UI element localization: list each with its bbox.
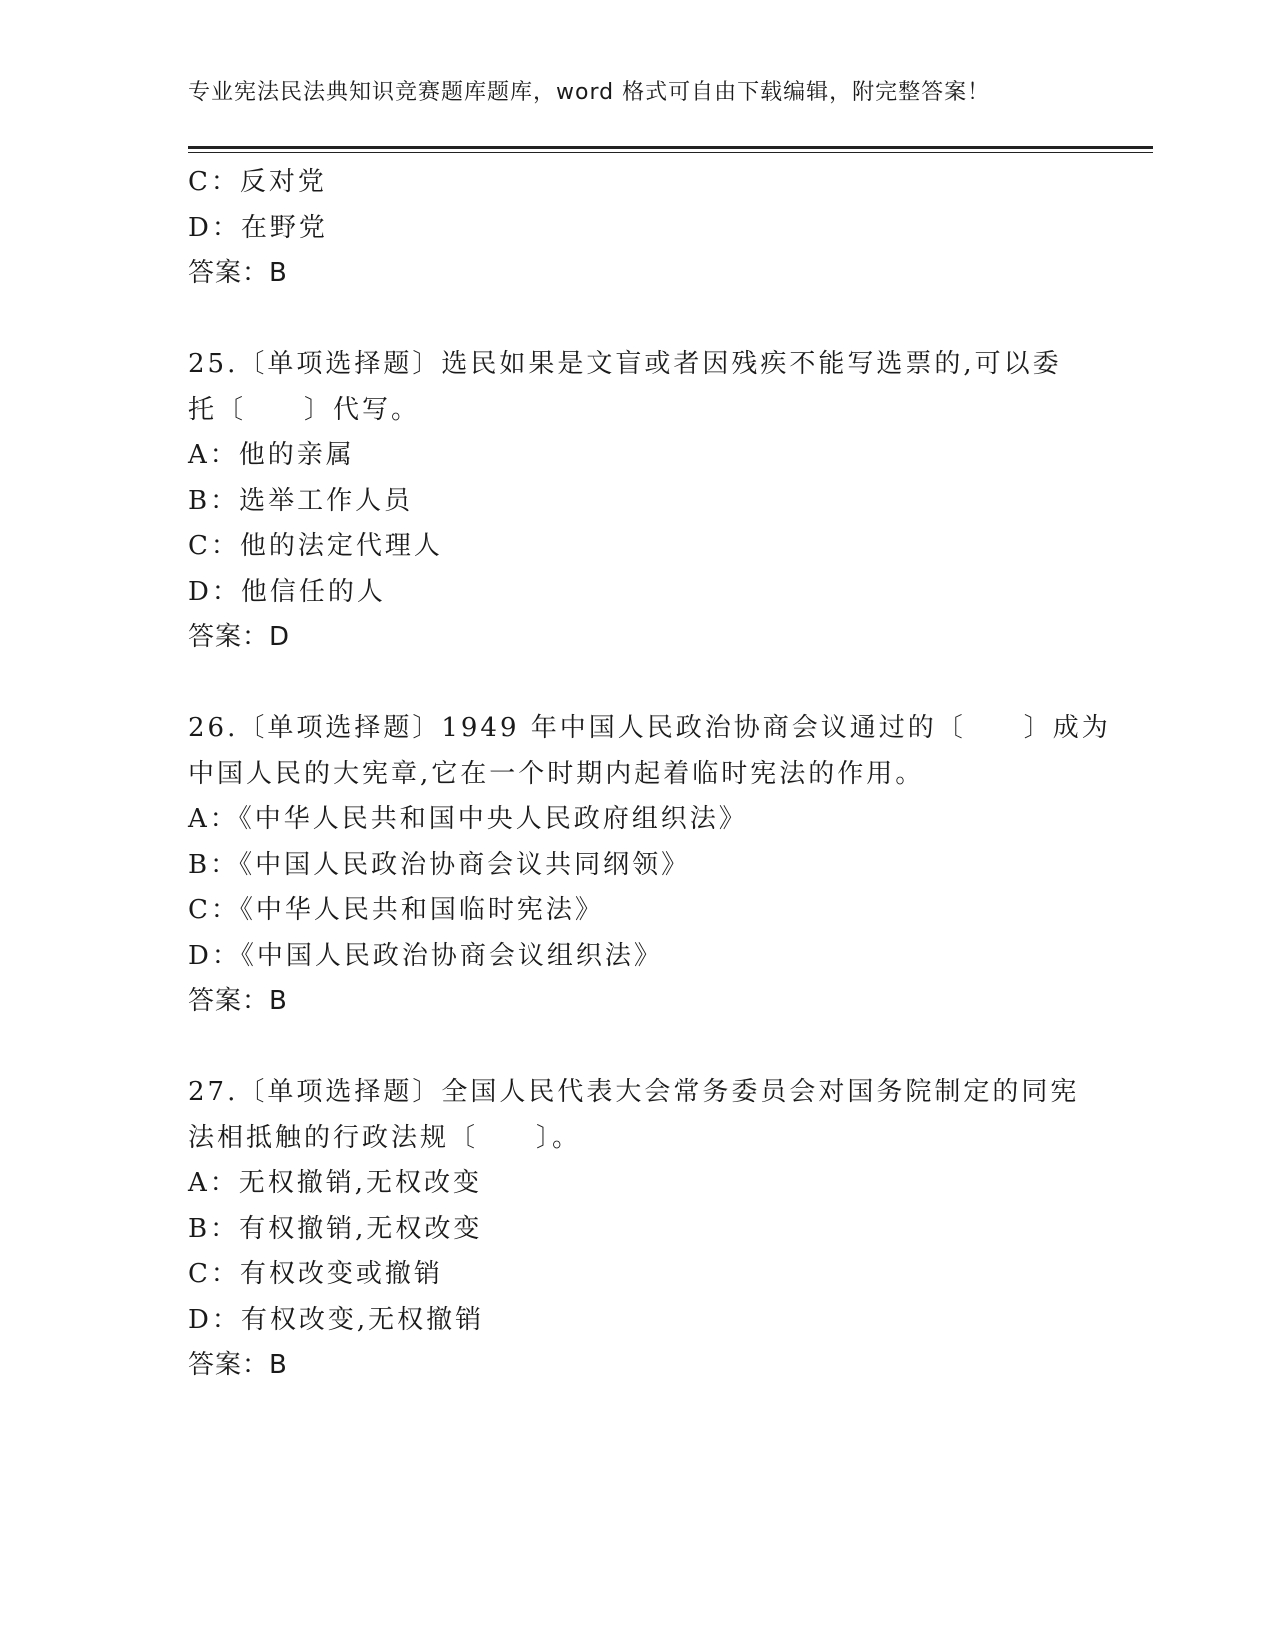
answer-line: 答案：B — [188, 258, 288, 288]
option-d: D：他信任的人 — [188, 576, 386, 607]
answer-line: 答案：B — [188, 986, 288, 1016]
option-a: A：无权撤销,无权改变 — [188, 1168, 483, 1198]
question-26 — [188, 706, 1111, 1025]
spacer — [188, 1025, 1088, 1071]
header-rule-thick — [188, 146, 1153, 149]
option-d: D：《中国人民政治协商会议组织法》 — [188, 940, 663, 971]
option-a: A：《中华人民共和国中央人民政府组织法》 — [188, 804, 748, 834]
question-24-fragment — [188, 160, 1088, 297]
option-a: A：他的亲属 — [188, 440, 355, 470]
answer-line: 答案：B — [188, 1350, 288, 1380]
document-body — [188, 160, 1111, 1389]
question-27 — [188, 1070, 1088, 1389]
option-b: B：《中国人民政治协商会议共同纲领》 — [188, 849, 691, 880]
option-c: C：《中华人民共和国临时宪法》 — [188, 895, 604, 925]
question-stem-line1: 27.〔单项选择题〕全国人民代表大会常务委员会对国务院制定的同宪 — [188, 1077, 1080, 1107]
question-stem-line1: 25.〔单项选择题〕选民如果是文盲或者因残疾不能写选票的,可以委 — [188, 349, 1062, 379]
question-stem-line2: 托〔 〕代写。 — [188, 394, 421, 425]
option-c: C：有权改变或撤销 — [188, 1259, 443, 1289]
option-b: B：有权撤销,无权改变 — [188, 1213, 483, 1244]
header-rule-thin — [188, 152, 1153, 153]
spacer — [188, 661, 1088, 707]
option-b: B：选举工作人员 — [188, 485, 414, 516]
question-stem-line1: 26.〔单项选择题〕1949 年中国人民政治协商会议通过的〔 〕成为 — [188, 713, 1111, 743]
option-d: D：在野党 — [188, 212, 328, 243]
answer-line: 答案：D — [188, 622, 291, 652]
option-d: D：有权改变,无权撤销 — [188, 1304, 485, 1335]
option-c: C：他的法定代理人 — [188, 531, 443, 561]
spacer — [188, 297, 1088, 343]
page-header-title: 专业宪法民法典知识竞赛题库题库，word 格式可自由下载编辑，附完整答案！ — [188, 80, 991, 105]
option-c: C：反对党 — [188, 167, 327, 197]
question-stem-line2: 法相抵触的行政法规〔 〕。 — [188, 1122, 582, 1153]
question-25 — [188, 342, 1088, 661]
question-stem-line2: 中国人民的大宪章,它在一个时期内起着临时宪法的作用。 — [188, 758, 925, 789]
